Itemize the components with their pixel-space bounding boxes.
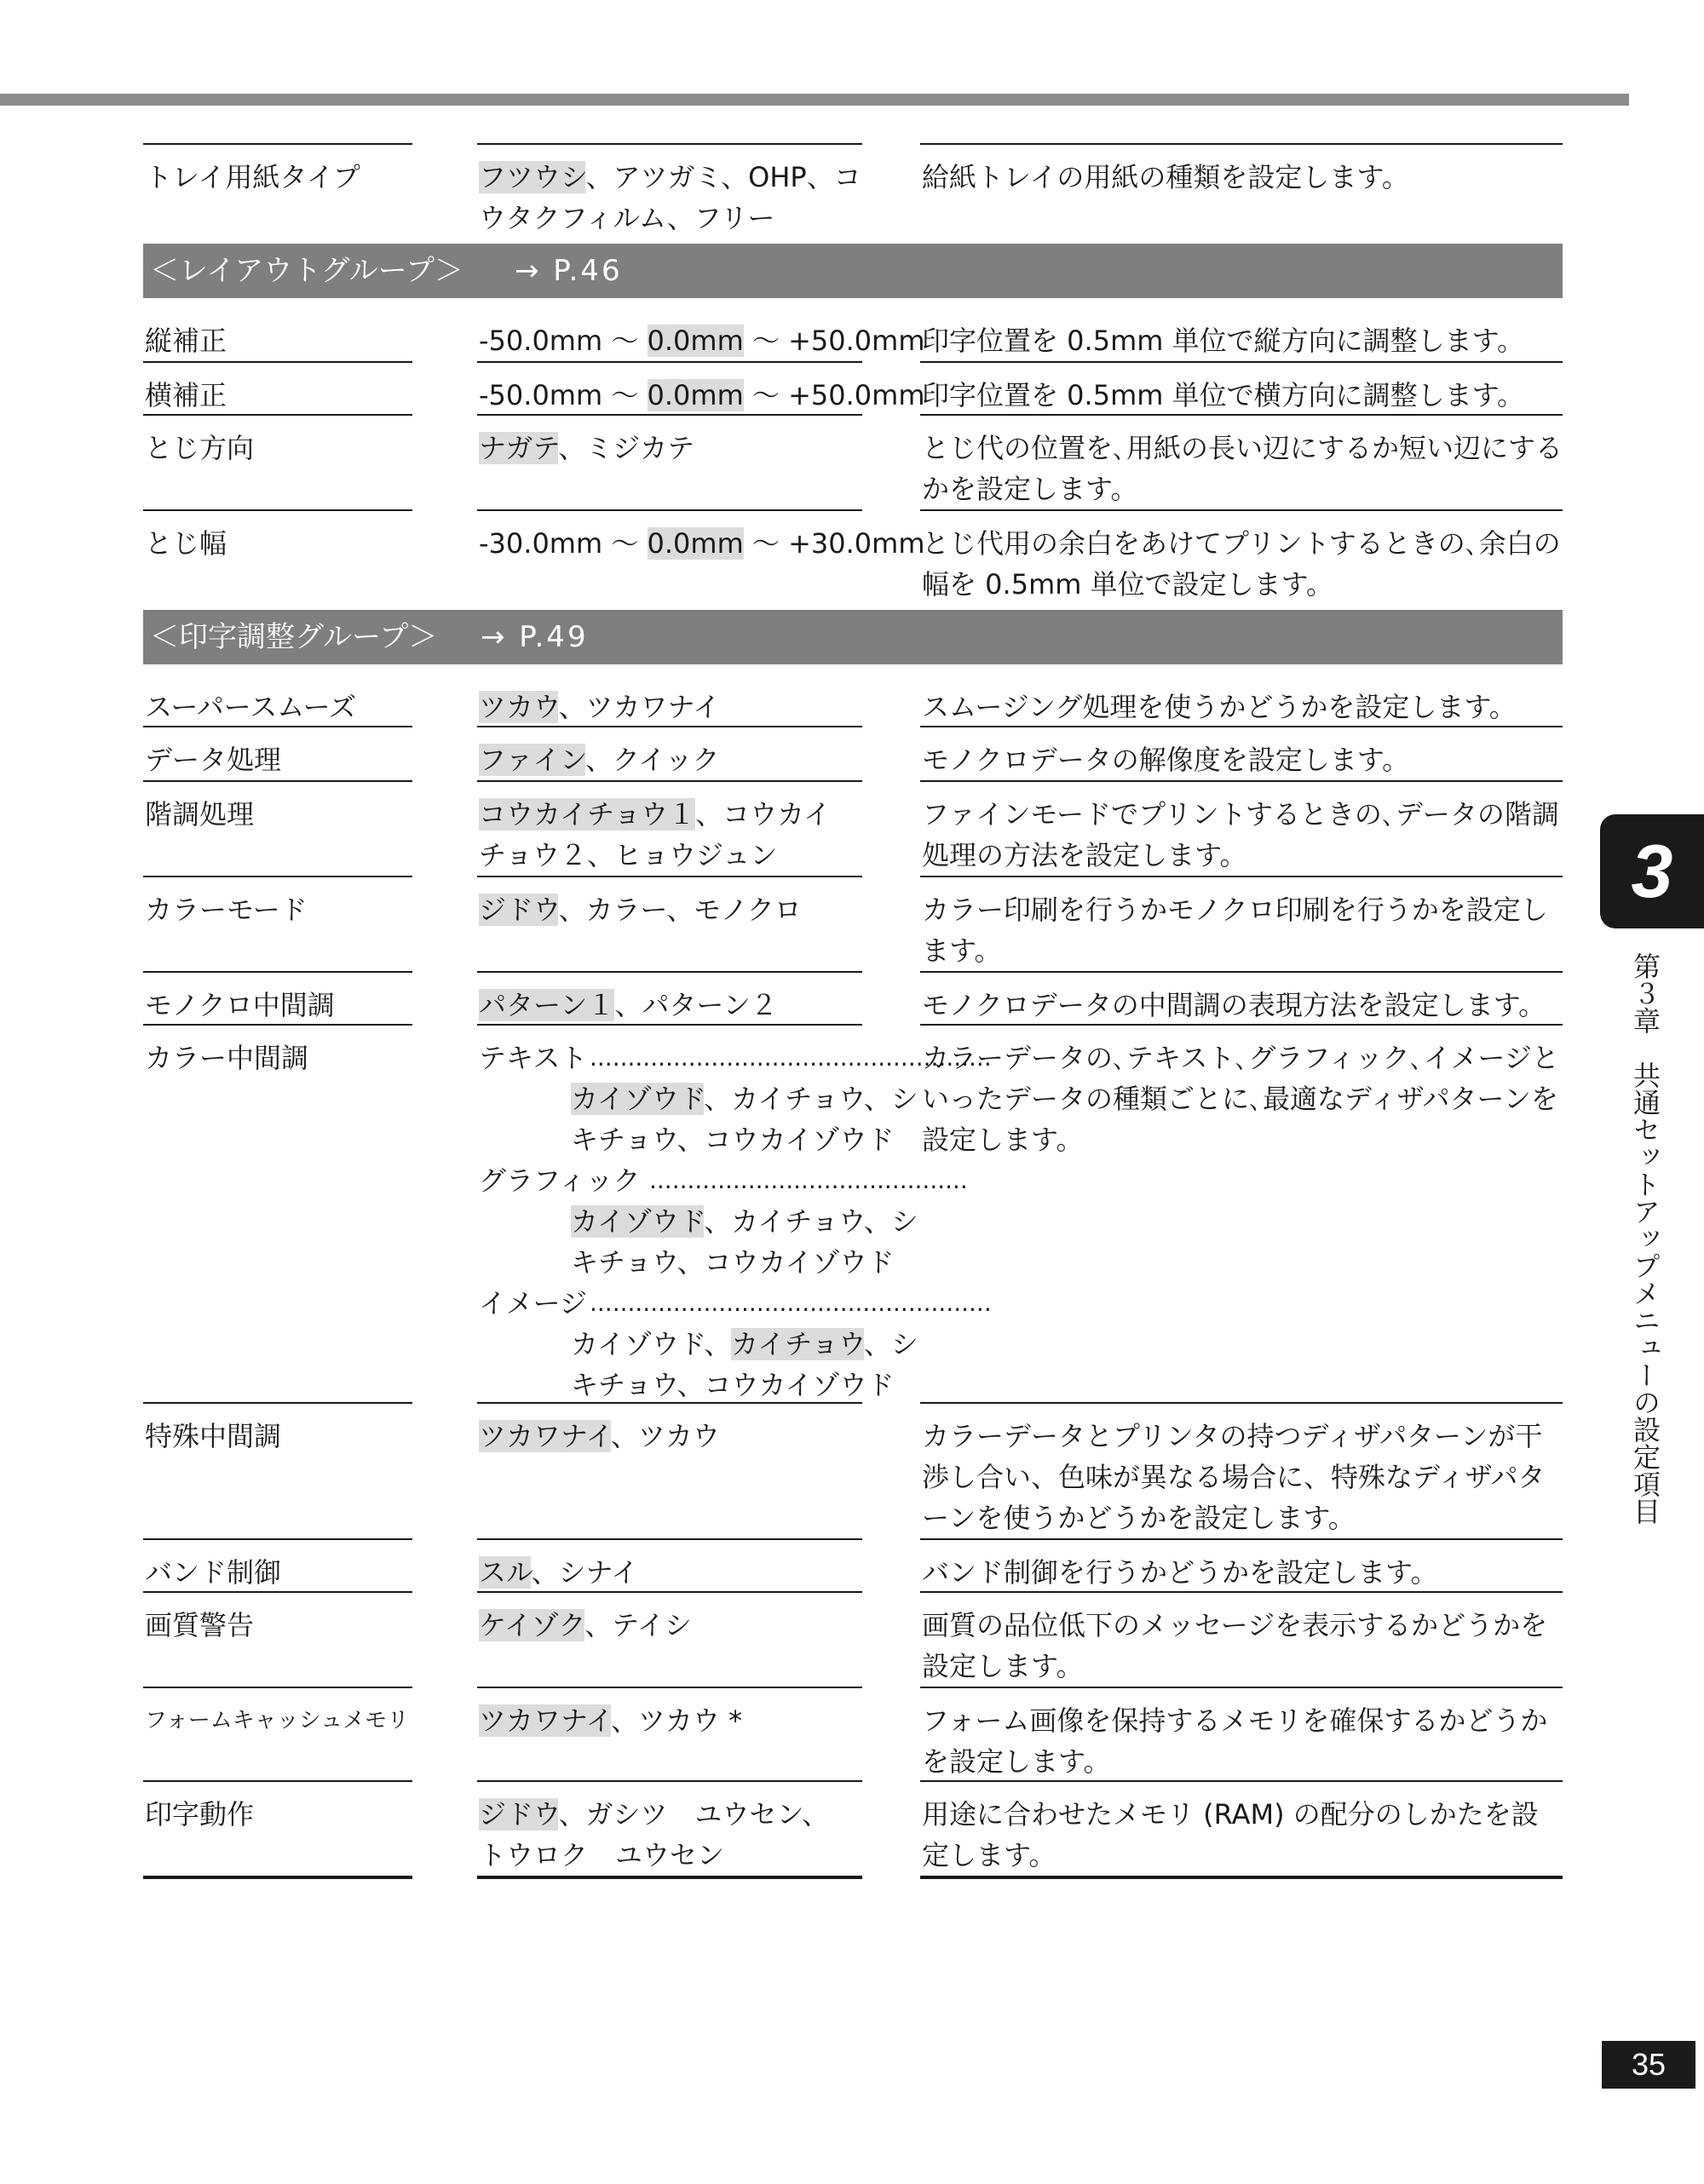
default-value: 0.0mm	[647, 527, 744, 560]
default-value: 0.0mm	[647, 325, 744, 357]
table-row	[143, 726, 1563, 780]
setting-name: 横補正	[145, 379, 227, 411]
table-row	[143, 876, 1563, 971]
chapter-title: 第３章 共通セットアップメニューの設定項目	[1629, 952, 1661, 1525]
setting-values: -50.0mm ～ 0.0mm ～ +50.0mm	[479, 325, 925, 357]
setting-name: とじ方向	[145, 432, 255, 464]
setting-values: ケイゾク、テイシ	[479, 1609, 692, 1641]
default-value: ナガテ	[479, 432, 559, 464]
setting-description: カラーデータとプリンタの持つディザパターンが干渉し合い、色味が異なる場合に、特殊なディザパターンを使うかどうかを設定します。	[922, 1420, 1546, 1534]
leader-dots: ..........................................	[649, 1166, 968, 1194]
chapter-tab	[1600, 814, 1704, 928]
setting-name: 画質警告	[145, 1609, 255, 1641]
setting-values: フツウシ、アツガミ、OHP、コ ウタクフィルム、フリー	[479, 161, 861, 234]
setting-values: コウカイチョウ１、コウカイ チョウ２、ヒョウジュン	[479, 798, 832, 871]
setting-name: バンド制御	[145, 1556, 282, 1589]
table-row	[143, 1024, 1563, 1402]
setting-values: スル、シナイ	[479, 1556, 639, 1589]
page-number-box	[1602, 2041, 1695, 2089]
setting-values: ナガテ、ミジカテ	[479, 432, 695, 464]
default-value: ツカウ	[479, 691, 559, 723]
setting-description: 印字位置を 0.5mm 単位で縦方向に調整します。	[922, 325, 1525, 357]
setting-name: スーパースムーズ	[145, 691, 357, 723]
table-row	[143, 1687, 1563, 1780]
setting-values: ツカウ、ツカワナイ	[479, 691, 721, 723]
setting-name: 縦補正	[145, 325, 227, 357]
page-number: 35	[1631, 2047, 1667, 2082]
group-title: ＜レイアウトグループ＞	[150, 254, 463, 288]
default-value: スル	[479, 1556, 532, 1589]
setting-description: 用途に合わせたメモリ (RAM) の配分のしかたを設定します。	[922, 1798, 1539, 1871]
table-row	[143, 1402, 1563, 1538]
setting-values: ジドウ、ガシツ ユウセン、 トウロク ユウセン	[479, 1798, 829, 1871]
top-rule	[0, 94, 1629, 106]
setting-name: モノクロ中間調	[145, 989, 335, 1021]
setting-name: トレイ用紙タイプ	[145, 161, 360, 193]
group-header-layout	[143, 244, 1563, 298]
sub-item-label: テキスト	[479, 1042, 588, 1074]
table-row	[143, 971, 1563, 1024]
setting-description: モノクロデータの中間調の表現方法を設定します。	[922, 989, 1546, 1021]
setting-values: ツカワナイ、ツカウ	[479, 1420, 720, 1452]
setting-description: フォーム画像を保持するメモリを確保するかどうかを設定します。	[922, 1704, 1548, 1778]
setting-name: 特殊中間調	[145, 1420, 282, 1452]
table-row	[143, 143, 1563, 244]
setting-name: データ処理	[145, 744, 282, 776]
default-value: カイゾウド	[571, 1205, 705, 1238]
default-value: パターン１	[479, 989, 615, 1021]
setting-values: -50.0mm ～ 0.0mm ～ +50.0mm	[479, 379, 925, 411]
leader-dots: .....................................................	[590, 1289, 992, 1317]
table-row	[143, 414, 1563, 509]
setting-values: ツカワナイ、ツカウ *	[479, 1704, 743, 1737]
table-row	[143, 509, 1563, 610]
leader-dots: .....................................................	[590, 1043, 992, 1072]
default-value: ジドウ	[479, 1798, 559, 1831]
setting-description: 画質の品位低下のメッセージを表示するかどうかを設定します。	[922, 1609, 1548, 1682]
default-value: カイチョウ	[731, 1328, 864, 1360]
setting-description: バンド制御を行うかどうかを設定します。	[922, 1556, 1438, 1589]
setting-description: ファインモードでプリントするときの､データの階調処理の方法を設定します。	[922, 798, 1559, 871]
setting-values: -30.0mm ～ 0.0mm ～ +30.0mm	[479, 527, 925, 560]
setting-name: 印字動作	[145, 1798, 255, 1831]
setting-description: スムージング処理を使うかどうかを設定します。	[922, 691, 1517, 723]
setting-values: パターン１、パターン２	[479, 989, 778, 1021]
setting-description: カラーデータの､テキスト､グラフィック､イメージといったデータの種類ごとに､最適なディザパターンを設定します。	[922, 1042, 1559, 1156]
table-row	[143, 1538, 1563, 1591]
page-reference: → P.46	[515, 254, 623, 288]
default-value: ツカワナイ	[479, 1704, 611, 1737]
setting-name: とじ幅	[145, 527, 227, 560]
setting-values: ジドウ、カラー、モノクロ	[479, 894, 802, 926]
table-bottom-rule	[143, 1876, 1563, 1879]
group-title: ＜印字調整グループ＞	[150, 620, 438, 654]
setting-name: カラーモード	[145, 894, 308, 926]
setting-values: ファイン、クイック	[479, 744, 720, 776]
table-row	[143, 1780, 1563, 1877]
page-reference: → P.49	[481, 620, 589, 654]
sub-item-label: グラフィック	[479, 1164, 641, 1197]
setting-description: 印字位置を 0.5mm 単位で横方向に調整します。	[922, 379, 1525, 411]
setting-description: とじ代用の余白をあけてプリントするときの､余白の幅を 0.5mm 単位で設定します。	[922, 527, 1561, 601]
setting-description: カラー印刷を行うかモノクロ印刷を行うかを設定します。	[922, 894, 1548, 967]
setting-name: フォームキャッシュメモリ	[145, 1708, 410, 1733]
default-value: カイゾウド	[571, 1083, 705, 1115]
default-value: コウカイチョウ１	[479, 798, 696, 830]
table-row	[143, 307, 1563, 361]
setting-name: 階調処理	[145, 798, 255, 830]
table-row	[143, 1591, 1563, 1687]
table-row	[143, 673, 1563, 726]
table-row	[143, 361, 1563, 414]
default-value: ツカワナイ	[479, 1420, 611, 1452]
default-value: ジドウ	[479, 894, 559, 926]
default-value: ケイゾク	[479, 1609, 585, 1641]
setting-description: とじ代の位置を､用紙の長い辺にするか短い辺にするかを設定します。	[922, 432, 1563, 505]
sub-item-label: イメージ	[479, 1287, 588, 1319]
setting-description: 給紙トレイの用紙の種類を設定します。	[922, 161, 1409, 193]
default-value: 0.0mm	[647, 379, 744, 411]
default-value: ファイン	[479, 744, 585, 776]
chapter-number: 3	[1631, 829, 1673, 913]
default-value: フツウシ	[479, 161, 586, 193]
setting-description: モノクロデータの解像度を設定します。	[922, 744, 1410, 776]
group-header-print-adjust	[143, 610, 1563, 664]
setting-name: カラー中間調	[145, 1042, 309, 1074]
table-row	[143, 780, 1563, 876]
setting-values: テキスト ..................................................... カイゾウド、カイチョウ、シ キチョウ、コウカイゾウド グラフィック .......................................... カイゾウド、カイチョウ、シ キチョウ、コウカイゾウド イメージ ..................................................... カイゾウド、カイチョウ、シ キチョウ、コウカイゾウド	[477, 1024, 862, 1402]
